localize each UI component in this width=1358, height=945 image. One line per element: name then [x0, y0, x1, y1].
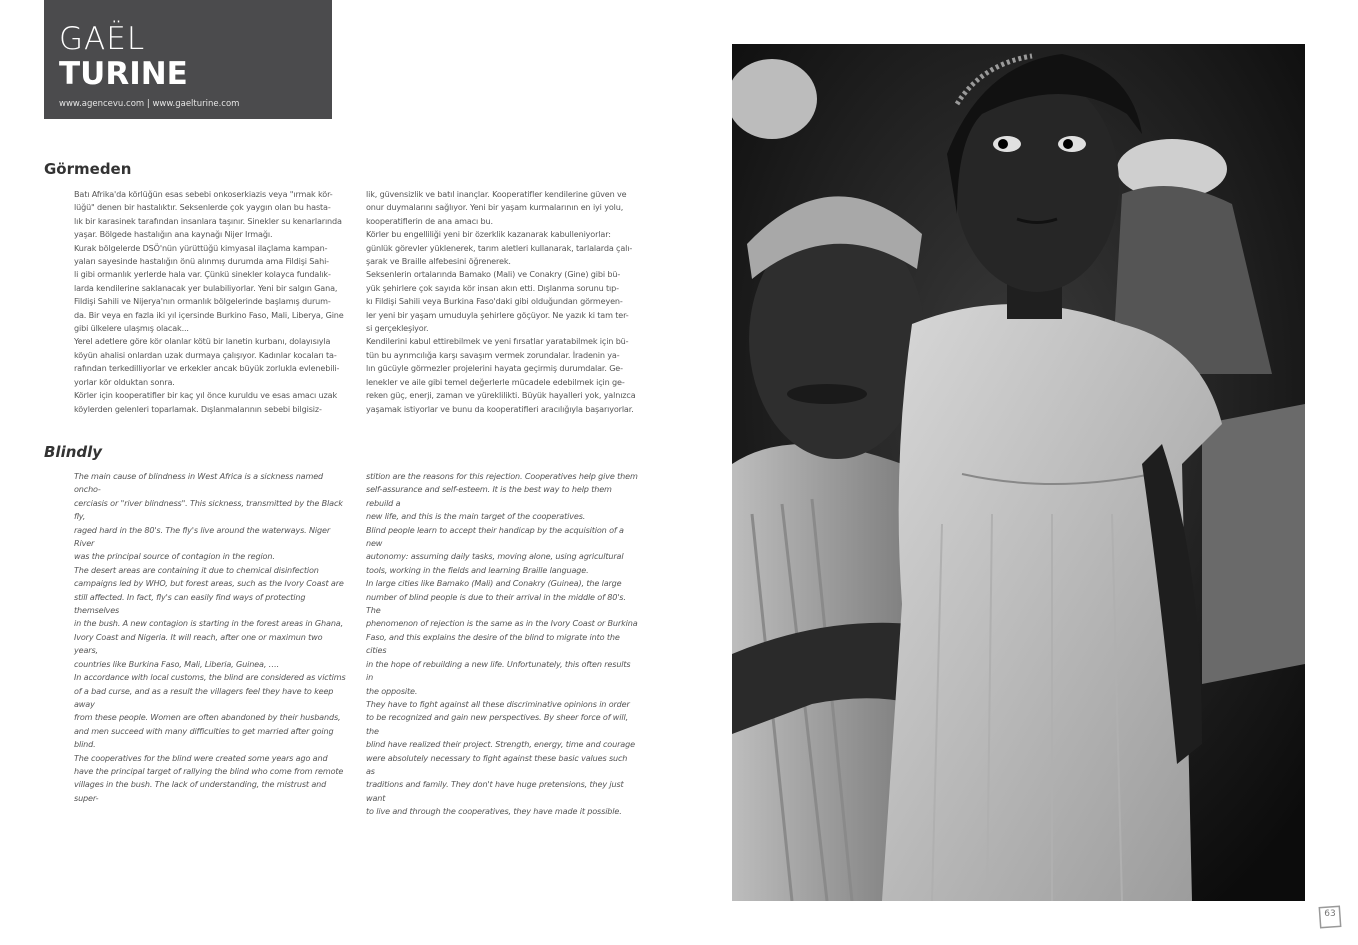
text-line: lüğü" denen bir hastalıktır. Seksenlerde çok yaygın olan bu hasta-: [74, 202, 331, 213]
english-column-1: [74, 470, 346, 805]
text-line: were absolutely necessary to fight against these basic values such as: [366, 752, 628, 776]
text-line: yorlar kör olduktan sonra.: [74, 376, 175, 387]
text-line: self-assurance and self-esteem. It is the best way to help them rebuild a: [366, 484, 612, 508]
text-line: blind.: [74, 739, 96, 750]
text-line: reken güç, enerji, zaman ve yüreklilikti. Büyük hayalleri yok, yalnızca: [366, 390, 636, 401]
text-line: lik, güvensizlik ve batıl inançlar. Kooperatifler kendilerine güven ve: [366, 189, 627, 199]
text-line: tools, working in the fields and learning Braille language.: [366, 564, 589, 575]
text-line: şarak ve Braille alfebesini öğrenerek.: [366, 256, 511, 267]
text-line: The main cause of blindness in West Africa is a sickness named oncho-: [74, 471, 324, 495]
text-line: villages in the bush. The lack of understanding, the mistrust and super-: [74, 779, 327, 803]
text-line: onur duymalarını sağlıyor. Yeni bir yaşam kurmalarının en iyi yolu,: [366, 202, 624, 213]
text-line: number of blind people is due to their arrival in the middle of 80's. The: [366, 591, 626, 616]
text-line: Blind people learn to accept their handicap by the acquisition of a new: [366, 524, 624, 549]
text-line: Seksenlerin ortalarında Bamako (Mali) ve Conakry (Gine) gibi bü-: [366, 269, 621, 280]
photograph-man-and-girl: [732, 44, 1305, 901]
text-line: rafından terkedilliyorlar ve erkekler ancak büyük zorlukla evlenebili-: [74, 363, 340, 374]
text-line: Körler için kooperatifler bir kaç yıl önce kuruldu ve esas amacı uzak: [74, 390, 337, 401]
text-line: raged hard in the 80's. The fly's live around the waterways. Niger River: [74, 524, 331, 549]
text-line: have the principal target of rallying the blind who come from remote: [74, 765, 344, 776]
text-line: lenekler ve aile gibi temel değerlerle mücadele edebilmek için ge-: [366, 376, 625, 387]
text-line: The desert areas are containing it due to chemical disinfection: [74, 564, 319, 575]
text-line: Batı Afrika'da körlüğün esas sebebi onkoserkiazis veya "ırmak kör-: [74, 189, 333, 199]
page-number: 63: [1324, 909, 1336, 919]
text-line: günlük görevler yüklenerek, tarım aletleri kullanarak, tarlalarda çalı-: [366, 242, 633, 253]
text-line: stition are the reasons for this rejection. Cooperatives help give them: [366, 471, 638, 481]
text-line: Faso, and this explains the desire of the blind to migrate into the cities: [366, 631, 620, 656]
text-line: li gibi ormanlık yerlerde hala var. Çünkü sinekler kolayca fundalık-: [74, 269, 331, 280]
text-line: Kendilerini kabul ettirebilmek ve yeni fırsatlar yaratabilmek için bü-: [366, 336, 629, 347]
text-line: Ivory Coast and Nigeria. It will reach, after one or maximun two years,: [74, 631, 323, 656]
author-last-name: TURINE: [59, 56, 188, 92]
text-line: köylerden gelenleri toparlamak. Dışlanmalarının sebebi bilgisiz-: [74, 403, 322, 414]
turkish-column-1: [74, 188, 346, 416]
author-header: [44, 0, 332, 119]
text-line: to be recognized and gain new perspectives. By sheer force of will, the: [366, 712, 628, 736]
text-line: lık bir karasinek tarafından insanlara taşınır. Sinekler su kenarlarında: [74, 215, 342, 226]
text-line: lın gücüyle görmezler projelerini hayata geçirmiş durumdalar. Ge-: [366, 363, 623, 374]
turkish-column-2: [366, 188, 638, 416]
text-line: blind have realized their project. Strength, energy, time and courage: [366, 739, 635, 750]
text-line: new life, and this is the main target of the cooperatives.: [366, 511, 586, 522]
text-line: phenomenon of rejection is the same as in the Ivory Coast or Burkina: [366, 618, 638, 629]
english-column-2: [366, 470, 638, 819]
text-line: gibi ülkelere ulaşmış olacak...: [74, 323, 189, 334]
text-line: was the principal source of contagion in the region.: [74, 551, 275, 562]
text-line: autonomy: assuming daily tasks, moving alone, using agricultural: [366, 551, 624, 562]
text-line: in the hope of rebuilding a new life. Unfortunately, this often results in: [366, 658, 631, 683]
text-line: da. Bir veya en fazla iki yıl içersinde Burkino Faso, Mali, Liberya, Gine: [74, 309, 344, 320]
text-line: Fildişi Sahili ve Nijerya'nın ormanlık bölgelerinde başlamış durum-: [74, 296, 331, 307]
text-line: In large cities like Bamako (Mali) and Conakry (Guinea), the large: [366, 578, 622, 589]
text-line: campaigns led by WHO, but forest areas, such as the Ivory Coast are: [74, 578, 344, 589]
text-line: yaşar. Bölgede hastalığın ana kaynağı Nijer Irmağı.: [74, 229, 273, 240]
text-line: from these people. Women are often abandoned by their husbands,: [74, 712, 341, 723]
english-title: Blindly: [44, 443, 103, 461]
text-line: in the bush. A new contagion is starting in the forest areas in Ghana,: [74, 618, 344, 629]
text-line: the opposite.: [366, 685, 418, 696]
text-line: The cooperatives for the blind were created some years ago and: [74, 752, 328, 763]
text-line: yaşamak istiyorlar ve bunu da kooperatifleri aracılığıyla başarıyorlar.: [366, 403, 634, 414]
text-line: cerciasis or "river blindness". This sickness, transmitted by the Black fly,: [74, 497, 343, 522]
text-line: kı Fildişi Sahili veya Burkina Faso'daki gibi olduğundan görmeyen-: [366, 296, 623, 307]
text-line: and men succeed with many difficulties to get married after going: [74, 725, 334, 736]
author-first-name: GAËL: [59, 21, 146, 57]
photograph-illustration: [732, 44, 1305, 901]
text-line: yaları sayesinde hastalığın önü alınmış durumda ama Fildişi Sahi-: [74, 256, 329, 267]
text-line: In accordance with local customs, the blind are considered as victims: [74, 672, 346, 683]
text-line: of a bad curse, and as a result the villagers feel they have to keep away: [74, 685, 334, 709]
turkish-title: Görmeden: [44, 160, 132, 178]
text-line: köyün ahalisi onlardan uzak durmaya çalışıyor. Kadınlar kocaları ta-: [74, 349, 337, 360]
text-line: Kurak bölgelerde DSÖ'nün yürüttüğü kimyasal ilaçlama kampan-: [74, 242, 328, 253]
text-line: Körler bu engelliliği yeni bir özerklik kazanarak kabulleniyorlar:: [366, 229, 611, 240]
text-line: kooperatiflerin de ana amacı bu.: [366, 215, 493, 226]
text-line: yük şehirlere çok sayıda kör insan akın etti. Dışlanma sorunu tıp-: [366, 282, 619, 293]
text-line: si gerçekleşiyor.: [366, 323, 429, 334]
text-line: tün bu ayrımcılığa karşı savaşım vermek zorundalar. İradenin ya-: [366, 349, 620, 360]
text-line: still affected. In fact, fly's can easily find ways of protecting themselves: [74, 591, 306, 616]
text-line: to live and through the cooperatives, they have made it possible.: [366, 806, 622, 817]
author-websites[interactable]: www.agencevu.com | www.gaelturine.com: [59, 99, 240, 109]
text-line: traditions and family. They don't have huge pretensions, they just want: [366, 779, 624, 803]
text-line: Yerel adetlere göre kör olanlar kötü bir lanetin kurbanı, dolayısıyla: [74, 336, 331, 347]
text-line: larda kendilerine saklanacak yer bulabiliyorlar. Yeni bir salgın Gana,: [74, 282, 338, 293]
text-line: ler yeni bir yaşam umuduyla şehirlere göçüyor. Ne yazık ki tam ter-: [366, 309, 629, 320]
text-line: They have to fight against all these discriminative opinions in order: [366, 698, 630, 709]
text-line: countries like Burkina Faso, Mali, Liberia, Guinea, ….: [74, 658, 280, 669]
